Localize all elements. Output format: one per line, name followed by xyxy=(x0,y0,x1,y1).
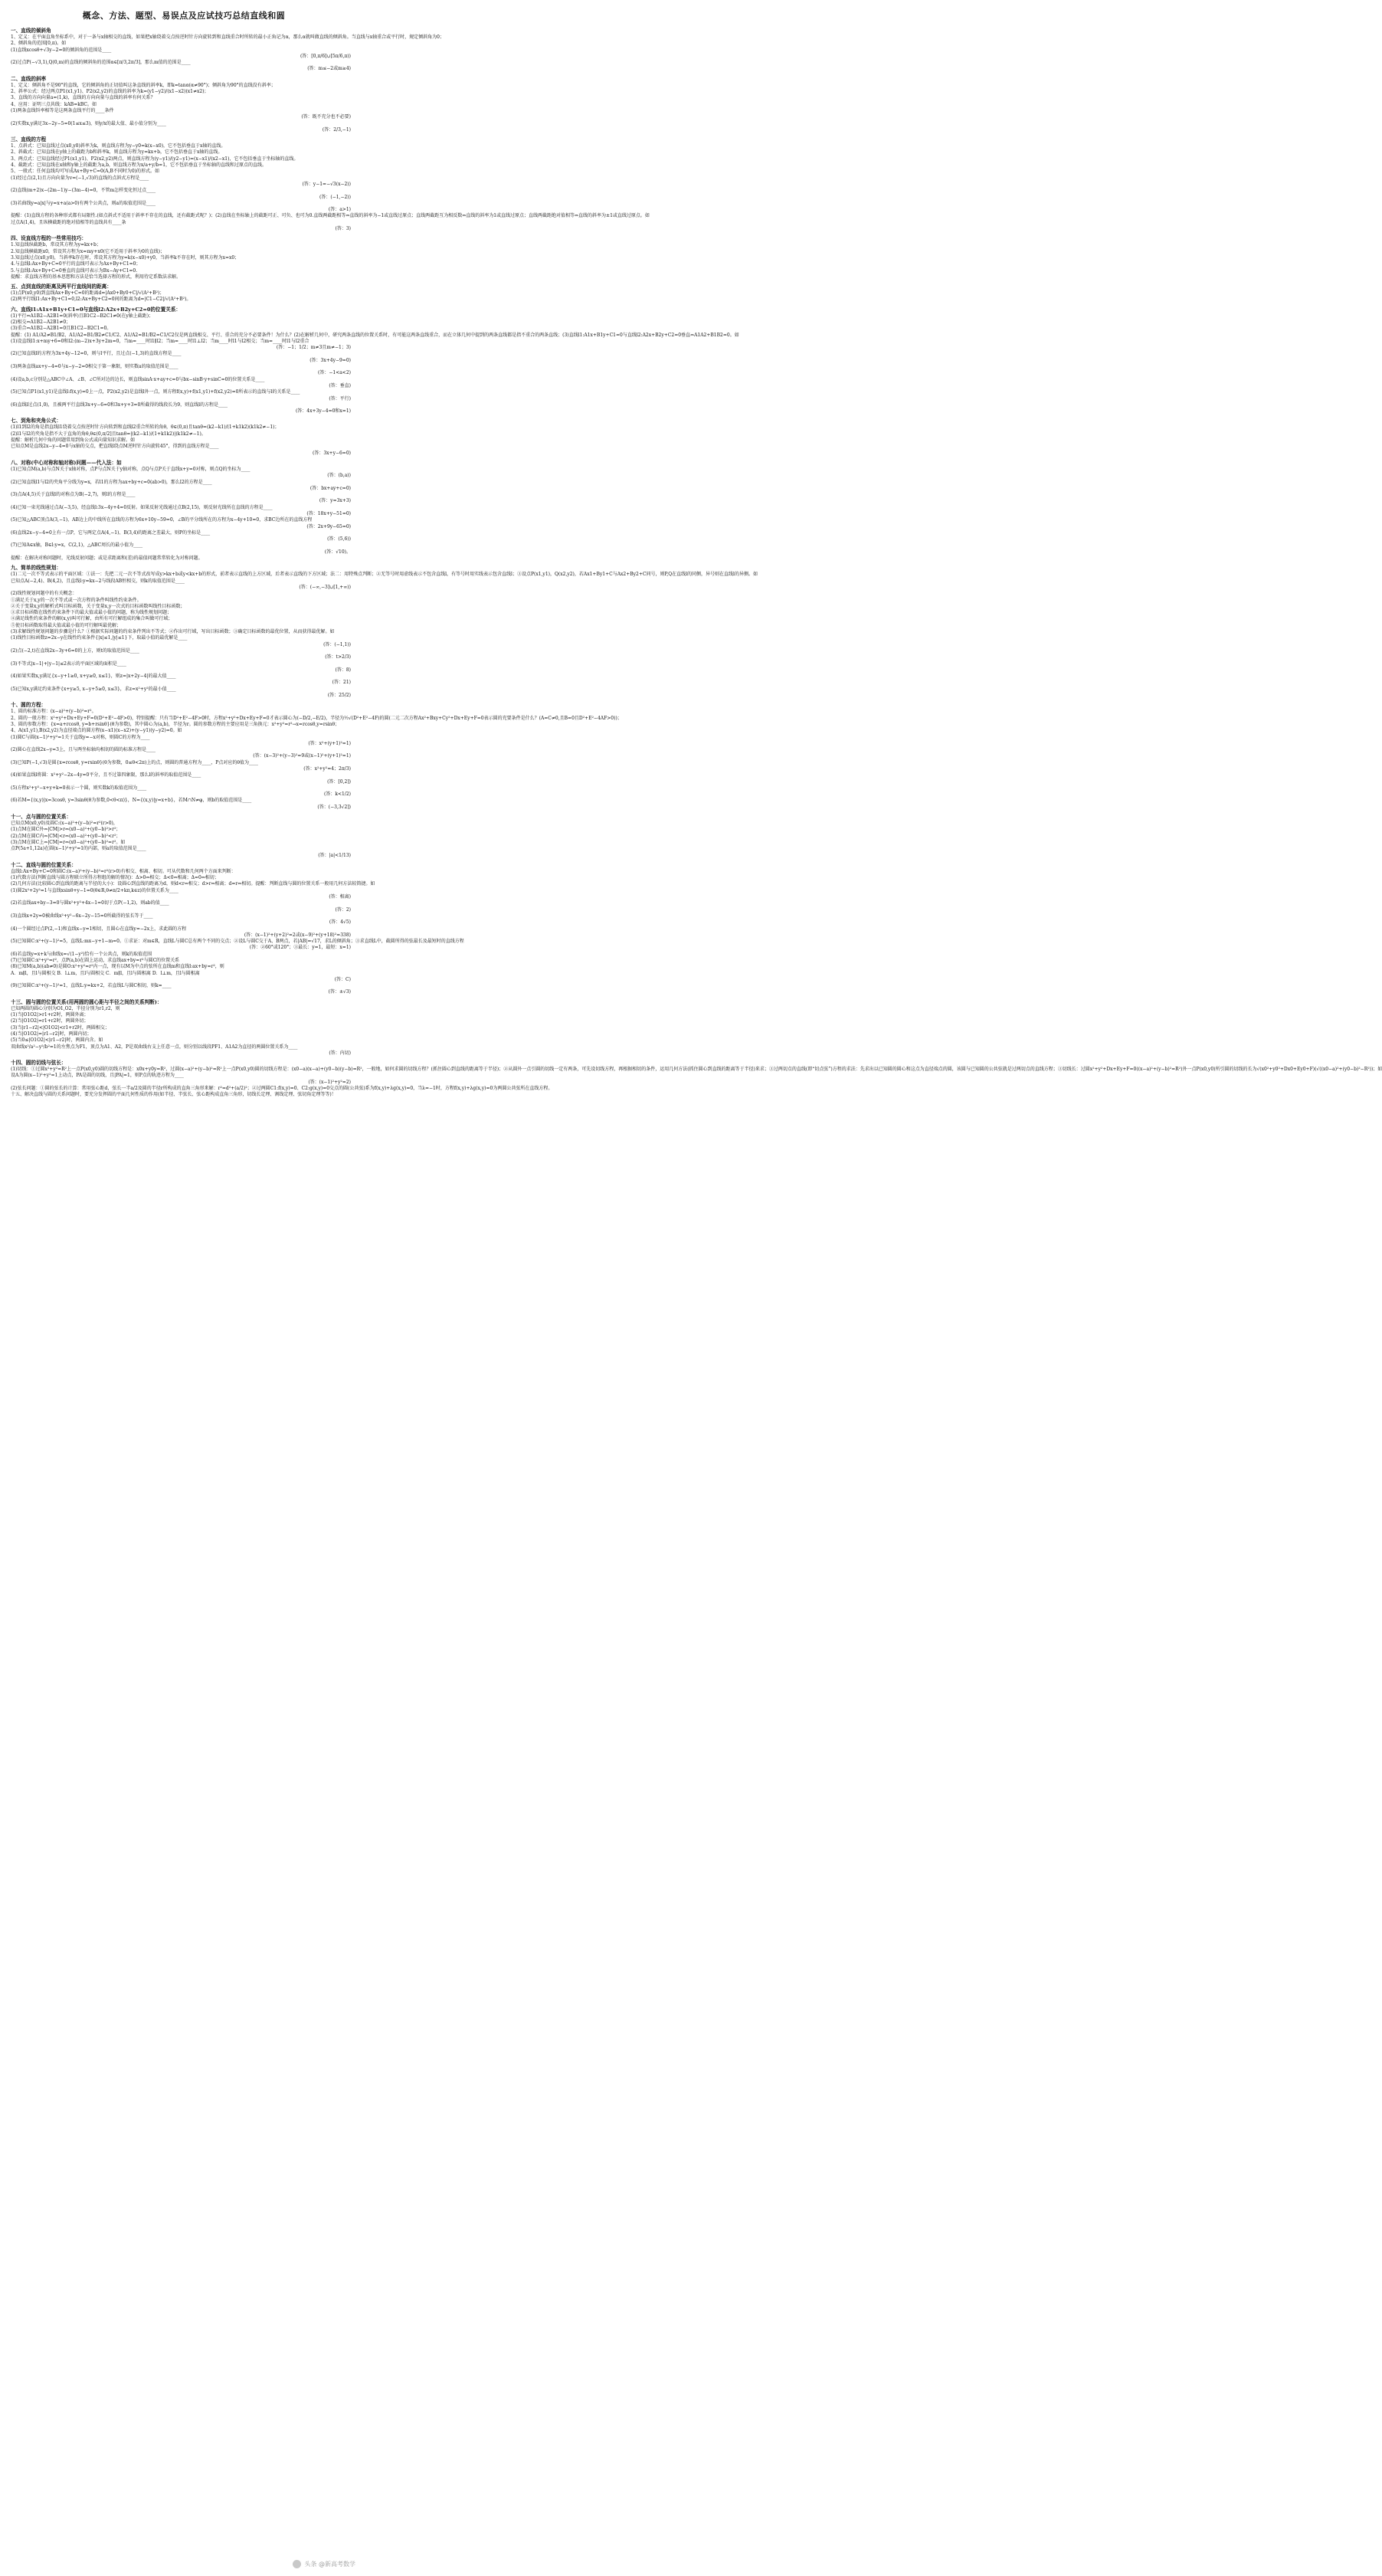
answer-line: (答：(−3,3√2]) xyxy=(317,804,351,810)
text-line: (3)点M在圆C上⇔|CM|=r⇔(x0−a)²+(y0−b)²=r²。如 xyxy=(11,839,126,845)
answer-line: (答：[0,π/6]∪[5π/6,π)) xyxy=(300,53,351,59)
text-line: (2)两平行线l1:Ax+By+C1=0,l2:Ax+By+C2=0间的距离为d=|C1−C2|/√(A²+B²)。 xyxy=(11,297,192,303)
text-line: (4)当|O1O2|=|r1−r2|时，两圆内切； xyxy=(11,1031,92,1037)
text-line: 提醒：解析几何中角的问题常用到角公式或向量知识求解。如 xyxy=(11,438,136,444)
answer-line: (答：bx+ay+c=0) xyxy=(309,485,351,491)
text-line: 1.知直线纵截距b，常设其方程为y=kx+b； xyxy=(11,242,101,248)
section-heading: 十二、直线与圆的位置关系： xyxy=(11,861,77,868)
answer-line: (答：(x−1)²+y²=2) xyxy=(308,1079,351,1085)
text-line: 1、点斜式：已知直线过点(x0,y0)斜率为k，则直线方程为y−y0=k(x−x0)，它不包括垂直于x轴的直线。 xyxy=(11,143,226,149)
section-10 xyxy=(11,702,622,811)
text-line: ⑤使目标函数取得最大值或最小值的可行解叫最优解； xyxy=(11,622,122,628)
text-line: (2)已知直线l的方程为3x+4y−12=0，则与l平行，且过点(−1,3)的直线方程是____ xyxy=(11,351,182,357)
section-12 xyxy=(11,861,464,996)
answer-line: (答：2x+9y−65=0) xyxy=(306,523,351,529)
section-heading: 八、对称(中心对称和轴对称)问题——代入法：如 xyxy=(11,459,122,466)
section-3 xyxy=(11,136,650,232)
text-line: (1)点P(x0,y0)到直线Ax+By+C=0的距离d=|Ax0+By0+C|/√(A²+B²)； xyxy=(11,290,165,297)
answer-line: (答：(5,6)) xyxy=(327,536,351,542)
text-line: (5)已知点P1(x1,y1)是直线l:f(x,y)=0上一点，P2(x2,y2)是直线l外一点，则方程f(x,y)+f(x1,y1)+f(x2,y2)=0所表示的直线与l的关系是____ xyxy=(11,389,300,395)
text-line: (1)二元一次不等式表示的平面区域：①法一：先把二元一次不等式改写成y>kx+b或y<kx+b的形式，前者表示直线的上方区域，后者表示直线的下方区域；法二：用特殊点判断；②无等号时用虚线表示不包含直线l，有等号时用实线表示包含直线l；③设点P(x1,y1)，Q(x2,y2)，若Ax1+By1+C与Ax2+By2+C同号，则P,Q在直线l的同侧，异号则在直线l的异侧。如 xyxy=(11,572,758,578)
text-line: 已知点M(x0,y0)及圆C:(x−a)²+(y−b)²=r²(r>0)， xyxy=(11,821,118,827)
text-line: (1)切线：①过圆x²+y²=R²上一点P(x0,y0)圆的切线方程是：x0x+y0y=R²，过圆(x−a)²+(y−b)²=R²上一点P(x0,y0)圆的切线方程是：(x0−a)(x−a)+(y0−b)(y−b)=R²，一般地，如何求圆的切线方程？(抓住圆心到直线的距离等于半径)；②从圆外一点引圆的切线一定有两条，可先设切线方程，再根据相切的条件，运用几何方法(抓住圆心到直线的距离等于半径)来求；③过两切点的直线(即“切点弦”)方程的求法：先求出以已知圆的圆心和这点为直径端点的圆，该圆与已知圆的公共弦就是过两切点的直线方程；③切线长：过圆x²+y²+Dx+Ey+F=0((x−a)²+(y−b)²=R²)外一点P(x0,y0)所引圆的切线的长为√(x0²+y0²+Dx0+Ey0+F)(√((x0−a)²+(y0−b)²−R²))；如 xyxy=(11,1067,1382,1073)
text-line: 2.知直线横截距x0，常设其方程为x=my+x0(它不适用于斜率为0的直线)； xyxy=(11,248,165,254)
answer-line: (答：x²+y²=4；2π/3) xyxy=(303,765,351,772)
section-11 xyxy=(11,814,357,859)
text-line: (2)线性规划问题中的有关概念： xyxy=(11,591,77,597)
text-line: 提醒：在解决对称问题时，光线反射问题；或是求距离和(差)的最值问题常常转化为对称问题。 xyxy=(11,556,203,562)
answer-line: (答：18x+y−51=0) xyxy=(306,511,351,516)
text-line: 直线l:Ax+By+C=0和圆C:(x−a)²+(y−b)²=r²(r>0)有相交、相离、相切。可从代数和几何两个方面来判断： xyxy=(11,868,236,874)
text-line: (6)若直线y=x+k与曲线x=√(1−y²)恰有一个公共点，则k的取值范围 xyxy=(11,951,152,957)
section-9 xyxy=(11,565,758,699)
answer-line: (答：3x+4y−9=0) xyxy=(309,357,351,363)
answer-line: (答：x²+(y+1)²=1) xyxy=(308,740,351,746)
text-line: 点P(5a+1,12a)在圆(x−1)²+y²=1的内部，则a的取值范围是____ xyxy=(11,846,146,852)
answer-line: (答：a>1) xyxy=(328,207,351,213)
section-heading: 十、圆的方程： xyxy=(11,702,47,709)
text-line: 提醒：(1)直线方程的各种形式都有局限性.(如点斜式不适用于斜率不存在的直线，还有截距式呢？)；(2)直线在坐标轴上的截距可正、可负、也可为0.直线两截距相等⇔直线的斜率为−1或直线过原点；直线两截距互为相反数⇔直线的斜率为1或直线过原点；直线两截距绝对值相等⇔直线的斜率为±1或直线过原点。如 xyxy=(11,213,650,219)
text-line: ①满足关于x,y的一次不等式或一次方程的条件叫线性约束条件。 xyxy=(11,597,142,603)
text-line: (8)已知M(a,b)(ab≠0)是圆O:x²+y²=r²内一点，现有以M为中点的弦所在直线m和直线l:ax+by=r²，则 xyxy=(11,964,224,970)
answer-line: (答：3) xyxy=(335,226,351,232)
text-line: 3、两点式：已知直线经过P1(x1,y1)、P2(x2,y2)两点，则直线方程为(y−y1)/(y2−y1)=(x−x1)/(x2−x1)，它不包括垂直于坐标轴的直线。 xyxy=(11,156,299,162)
answer-line: (答：−1；1/2；m≠3且m≠−1；3) xyxy=(276,345,351,351)
document-title: 概念、方法、题型、易误点及应试技巧总结直线和圆 xyxy=(82,11,286,21)
text-line: (7)已知圆C:x²+y²=r²，点P(a,b)在圆上运动，求直线ax+by=r²与圆C的位置关系 xyxy=(11,958,180,963)
text-line: (1)经过点(2,1)且方向向量为v=(−1,√3)的直线的点斜式方程是____ xyxy=(11,175,149,181)
section-7 xyxy=(11,418,357,456)
text-line: (5)已知圆C:x²+(y−1)²=5，直线L:mx−y+1−m=0。①求证：对m∈R，直线L与圆C总有两个不同的交点；②设L与圆C交于A、B两点，若|AB|=√17，求L的倾斜角；③求直线L中，截圆所得的弦最长及最短时的直线方程 xyxy=(11,939,464,945)
text-line: 3、圆的参数方程：{x=a+rcosθ, y=b+rsinθ}(θ为参数)，其中圆心为(a,b)，半径为r。圆的参数方程的主要应用是三角换元：x²+y²=r²→x=rcosθ,y=rsinθ； xyxy=(11,721,340,727)
answer-line: (答：|a|<1/13) xyxy=(318,852,351,858)
watermark xyxy=(293,2560,355,2568)
text-line: (9)已知圆C:x²+(y−1)²=1，直线L:y=kx+2，若直线L与圆C相切，则k=____ xyxy=(11,983,172,989)
text-line: (3)直线x+2y=0被曲线x²+y²−6x−2y−15=0所截得的弦长等于____ xyxy=(11,913,153,919)
text-line: (5)方程x²+y²−x+y+k=0表示一个圆，则实数k的取值范围为____ xyxy=(11,785,147,791)
text-line: (3)已知P(−1,√3)是圆{x=rcosθ, y=rsinθ}(θ为参数，0≤θ<2π)上的点，则圆的普通方程为____，P点对应的θ值为____ xyxy=(11,759,258,765)
text-line: (2)若直线ax+by−3=0与圆x²+y²+4x−1=0切于点P(−1,2)，则ab的值____ xyxy=(11,900,169,906)
text-line: 5、一般式：任何直线均可写成Ax+By+C=0(A,B不同时为0)的形式。如 xyxy=(11,169,159,175)
section-5 xyxy=(11,283,357,303)
text-line: 3.知直线过点(x0,y0)，当斜率k存在时，常设其方程为y=k(x−x0)+y0，当斜率k不存在时，则其方程为x=x0； xyxy=(11,254,240,261)
text-line: (5)已知x,y满足约束条件{x+y≥5, x−y+5≥0, x≤3}，求z=x²+y²的最小值____ xyxy=(11,686,176,692)
text-line: (4)一个圆经过点P(2,−1)和直线x−y=1相切，且圆心在直线y=−2x上，求此圆的方程 xyxy=(11,926,187,932)
answer-line: (答：(−∞,−3]∪[1,+∞)) xyxy=(299,584,351,590)
text-line: 已知两圆的圆心分别为O1,O2，半径分别为r1,r2，则 xyxy=(11,1005,120,1011)
section-heading: 七、到角和夹角公式： xyxy=(11,418,61,424)
text-line: ④满足线性约束条件的解(x,y)叫可行解，由所有可行解组成的集合叫做可行域； xyxy=(11,616,173,622)
answer-line: (答：(x−3)²+(y−3)²=9或(x−1)²+(y+1)²=1) xyxy=(253,753,351,759)
text-line: (6)直线2x−y−4=0上有一点P，它与两定点A(4,−1)、B(3,4)的距离之差最大，则P的坐标是____ xyxy=(11,529,211,536)
text-line: 1、圆的标准方程：(x−a)²+(y−b)²=r²。 xyxy=(11,709,97,715)
text-line: 双曲线x²/a²−y²/b²=1的左焦点为F1，顶点为A1、A2，P是双曲线右支上任意一点，则分别以线段PF1、A1A2为直径的两圆位置关系为____ xyxy=(11,1044,298,1050)
text-line: ②关于变量x,y的解析式叫目标函数，关于变量x,y一次式的目标函数叫线性目标函数； xyxy=(11,603,185,609)
text-line: 4.与直线l:Ax+By+C=0平行的直线可表示为Ax+By+C1=0； xyxy=(11,261,141,267)
text-line: 提醒：(1) A1/A2≠B1/B2、A1/A2=B1/B2≠C1/C2、A1/A2=B1/B2=C1/C2仅是两直线相交、平行、重合的充分不必要条件！为什么？(2)在解析几何中，研究两条直线的位置关系时，有可能这两条直线重合，而在立体几何中提到的两条直线都是指不重合的两条直线；(3)直线l1:A1x+B1y+C1=0与直线l2:A2x+B2y+C2=0垂直⇔A1A2+B1B2=0。如 xyxy=(11,332,739,338)
text-line: (4)如果实数x,y满足{x−y+1≥0, x+y≥0, x≤1}，则z=|x+2y−4|的最大值____ xyxy=(11,673,176,680)
section-6 xyxy=(11,306,739,415)
text-line: (1)圆2x²+2y²=1与直线xsinθ+y−1=0(θ∈R,θ≠π/2+kπ,k∈z)的位置关系为____ xyxy=(11,887,178,893)
section-heading: 二、直线的斜率 xyxy=(11,75,47,82)
text-line: 已知点M是直线2x−y−4=0与x轴的交点，把直线l绕点M逆时针方向旋转45°，得到的直线方程是____ xyxy=(11,444,219,450)
answer-line: (答：3x+y−6=0) xyxy=(313,450,351,456)
text-line: (2)点M在圆C内⇔|CM|<r⇔(x0−a)²+(y0−b)²<r²； xyxy=(11,833,121,839)
section-heading: 四、设直线方程的一些常用技巧： xyxy=(11,235,87,242)
section-heading: 九、简单的线性规划： xyxy=(11,565,61,572)
section-4 xyxy=(11,235,357,280)
text-line: (1)线性目标函数z=2x−y在线性约束条件{|x|≤1,|y|≤1}下，取最小值的最优解是____ xyxy=(11,635,188,641)
answer-line: (答：既不充分也不必要) xyxy=(301,114,351,120)
sections-container xyxy=(11,28,1382,1099)
text-line: 1、定义：在平面直角坐标系中，对于一条与x轴相交的直线，如果把x轴绕着交点按逆时针方向旋转到和直线重合时所转的最小正角记为α，那么α就叫做直线的倾斜角。当直线与x轴重合或平行时，规定倾斜角为0； xyxy=(11,34,444,40)
text-line: 设A为圆(x−1)²+y²=1上动点，PA是圆的切线，且|PA|=1，则P点的轨迹方程为____ xyxy=(11,1073,184,1079)
text-line: (2)弦长问题：①圆的弦长的计算：常用弦心距d，弦长一半a/2及圆的半径r所构成的直角三角形来解：r²=d²+(a/2)²；②过两圆C1:f(x,y)=0、C2:g(x,y)=0交点的圆(公共弦)系为f(x,y)+λg(x,y)=0，当λ=−1时，方程f(x,y)+λg(x,y)=0为两圆公共弦所在直线方程。 xyxy=(11,1086,553,1092)
text-line: (5)当0≤|O1O2|<|r1−r2|时，两圆内含。如 xyxy=(11,1037,103,1044)
answer-line: (答：相离) xyxy=(329,894,351,900)
text-line: (3)当|r1−r2|<|O1O2|<r1+r2时，两圆相交； xyxy=(11,1024,110,1031)
answer-line: (答：②60°或120°；③最长：y=1，最短：x=1) xyxy=(249,945,351,951)
text-line: 已知点A(−2,4)、B(4,2)，且直线l:y=kx−2与线段AB恒相交，则k的取值范围是____ xyxy=(11,578,185,584)
section-1 xyxy=(11,28,444,73)
answer-line: (答：21) xyxy=(332,680,351,686)
section-13 xyxy=(11,999,357,1057)
answer-line: (答：y−1=−√3(x−2)) xyxy=(302,181,351,187)
text-line: 十五、解决直线与圆的关系问题时，要充分发挥圆的平面几何性质的作用(如半径、半弦长、弦心距构成直角三角形，切线长定理、割线定理、弦切角定理等等)！ xyxy=(11,1092,336,1098)
answer-line: (答：2/3,−1) xyxy=(322,126,351,133)
text-line: (1)圆C与圆(x−1)²+y²=1关于直线y=−x对称，则圆C的方程为____ xyxy=(11,734,150,740)
section-heading: 十三、圆与圆的位置关系(用两圆的圆心距与半径之间的关系判断)： xyxy=(11,998,162,1005)
answer-line: (答：[0,2]) xyxy=(327,778,351,785)
text-line: A．m∥l，且l与圆相交 B．l⊥m，且l与圆相交 C．m∥l，且l与圆相离 D．l⊥m，且l与圆相离 xyxy=(11,970,200,976)
answer-line: (答：C) xyxy=(334,976,351,982)
text-line: (3)不等式|x−1|+|y−1|≤2表示的平面区域的面积是____ xyxy=(11,660,126,667)
answer-line: (答：8) xyxy=(335,667,351,673)
text-line: (2)相交⇔A1B2−A2B1≠0； xyxy=(11,319,71,325)
answer-line: (答：m≤−2或m≥4) xyxy=(307,66,351,72)
text-line: 4、截距式：已知直线在x轴和y轴上的截距为a,b，则直线方程为x/a+y/b=1，它不包括垂直于坐标轴的直线和过原点的直线。 xyxy=(11,162,267,169)
text-line: (4)已知一束光线通过点A(−3,5)，经直线l:3x−4y+4=0反射。如果反射光线通过点B(2,15)，则反射光线所在直线的方程是____ xyxy=(11,504,273,510)
text-line: (2)直线(m+2)x−(2m−1)y−(3m−4)=0，不管m怎样变化恒过点____ xyxy=(11,188,156,194)
text-line: 4、A(x1,y1),B(x2,y2)为直径端点的圆方程(x−x1)(x−x2)+(y−y1)(y−y2)=0。如 xyxy=(11,728,182,734)
text-line: (1)点M在圆C外⇔|CM|>r⇔(x0−a)²+(y0−b)²>r²； xyxy=(11,827,121,833)
text-line: (2)当|O1O2|=r1+r2时，两圆外切； xyxy=(11,1018,89,1024)
text-line: 5.与直线l:Ax+By+C=0垂直的直线可表示为Bx−Ay+C1=0. xyxy=(11,267,138,274)
section-heading: 十一、点与圆的位置关系： xyxy=(11,814,72,821)
text-line: (1)l1到l2的角是指直线l1绕着交点按逆时针方向转到和直线l2重合所转的角θ，θ∈(0,π)且tanθ=(k2−k1)/(1+k1k2)(k1k2≠−1)； xyxy=(11,424,280,431)
text-line: ③求目标函数在线性约束条件下的最大值或最小值的问题，称为线性规划问题； xyxy=(11,610,172,616)
text-line: (6)若M={(x,y)|x=3cosθ, y=3sinθ(θ为参数,0<θ<π)}，N={(x,y)|y=x+b}，若M∩N≠φ，则b的取值范围是____ xyxy=(11,798,252,804)
text-line: 过点A(1,4)，且纵横截距的绝对值相等的直线共有____条 xyxy=(11,219,126,225)
text-line: (4)如果直线l将圆：x²+y²−2x−4y=0平分，且不过第四象限，那么l的斜率的取值范围是____ xyxy=(11,772,201,778)
text-line: (2)实数x,y满足3x−2y−5=0(1≤x≤3)，则y/x的最大值、最小值分别为____ xyxy=(11,120,166,126)
answer-line: (答：25/2) xyxy=(327,693,351,699)
text-line: (3)两条直线ax+y−4=0与x−y−2=0相交于第一象限，则实数a的取值范围是____ xyxy=(11,364,178,370)
answer-line: (答：4x+3y−4=0和x=1) xyxy=(295,408,351,415)
text-line: 2、斜率公式：经过两点P1(x1,y1)、P2(x2,y2)的直线的斜率为k=(y1−y2)/(x1−x2)(x1≠x2)； xyxy=(11,89,209,95)
section-heading: 十四、圆的切线与弦长： xyxy=(11,1060,67,1067)
text-line: (1)两条直线钭率相等是这两条直线平行的____条件 xyxy=(11,107,114,113)
answer-line: (答：k<1/2) xyxy=(323,791,351,798)
text-line: (2)点(−2,t)在直线2x−3y+6=0的上方，则t的取值范围是____ xyxy=(11,647,139,654)
section-8 xyxy=(11,460,357,562)
section-heading: 一、直线的倾斜角 xyxy=(11,28,51,34)
text-line: 1、定义：倾斜角不是90°的直线，它的倾斜角的正切值叫这条直线的斜率k，即k=tanα(α≠90°)；倾斜角为90°的直线没有斜率； xyxy=(11,82,276,88)
watermark-text: 头条 @新高考数学 xyxy=(304,2561,355,2568)
text-line: 3、直线的方向向量a=(1,k)，直线的方向向量与直线的斜率有何关系？ xyxy=(11,95,156,101)
answer-line: (答：−1<a<2) xyxy=(318,370,351,376)
section-heading: 五、点到直线的距离及两平行直线间的距离： xyxy=(11,283,112,290)
section-heading: 六、直线l1:A1x+B1y+C1=0与直线l2:A2x+B2y+C2=0的位置关系： xyxy=(11,306,182,313)
text-line: (2)圆心在直线2x−y=3上，且与两坐标轴均相切的圆的标准方程是____ xyxy=(11,747,156,753)
text-line: (2)几何方法(比较圆心到直线的距离与半径的大小)：设圆心到直线的距离为d，则d<r⇔相交；d>r⇔相离；d=r⇔相切。提醒：判断直线与圆的位置关系一般用几何方法较简捷。如 xyxy=(11,881,375,887)
section-14 xyxy=(11,1060,1382,1098)
text-line: (2)已知直线l1与l2的夹角平分线为y=x，若l1的方程为ax+by+c=0(ab>0)，那么l2的方程是____ xyxy=(11,479,212,485)
answer-line: (答：平行) xyxy=(329,395,351,401)
text-line: (1)平行⇔A1B2−A2B1=0(斜率)且B1C2−B2C1≠0(在y轴上截距)； xyxy=(11,313,154,319)
answer-line: (答：y=3x+3) xyxy=(319,498,351,504)
text-line: (6)直线l过点(1,0)，且被两平行直线3x+y−6=0和3x+y+3=0所截得的线段长为9，则直线l的方程是____ xyxy=(11,401,228,408)
text-line: 2、圆的一般方程：x²+y²+Dx+Ey+F=0(D²+E²−4F>0)，特别提醒：只有当D²+E²−4F>0时，方程x²+y²+Dx+Ey+F=0才表示圆心为(−D/2,−E/2)，半径为½√(D²+E²−4F)的圆(二元二次方程Ax²+Bxy+Cy²+Dx+Ey+F=0表示圆的充要条件是什么？(A=C≠0,且B=0且D²+E²−4AF>0))； xyxy=(11,715,622,721)
answer-line: (答：(−1,1)) xyxy=(323,641,351,647)
text-line: 4、应用：证明三点共线：kAB=kBC。如 xyxy=(11,101,97,107)
answer-line: (答：√10)。 xyxy=(324,549,351,555)
answer-line: (答：±√3) xyxy=(328,989,351,995)
text-line: (4)设a,b,c分别是△ABC中∠A、∠B、∠C所对边的边长，则直线sinA·x+ay+c=0与bx−sinB·y+sinC=0的位置关系是____ xyxy=(11,376,265,382)
answer-line: (答：内切) xyxy=(329,1050,351,1056)
text-line: 提醒：求直线方程的基本思想和方法是恰当选择方程的形式，利用待定系数法求解。 xyxy=(11,274,182,280)
text-line: (3)点A(4,5)关于直线l的对称点为B(−2,7)，则l的方程是____ xyxy=(11,492,136,498)
text-line: 2、斜截式：已知直线在y轴上的截距为b和斜率k，则直线方程为y=kx+b，它不包括垂直于x轴的直线。 xyxy=(11,149,223,156)
answer-line: (答：(−1,−2)) xyxy=(319,194,351,200)
watermark-logo-icon xyxy=(293,2560,301,2568)
text-line: 2、倾斜角的范围[0,π)。如 xyxy=(11,41,67,47)
text-line: (1)代数方法(判断直线与圆方程联立所得方程组的解的情况)：Δ>0⇔相交；Δ<0⇔相离；Δ=0⇔相切； xyxy=(11,875,219,881)
text-line: (7)已知A∈x轴，B∈l:y=x，C(2,1)，△ABC周长的最小值为____ xyxy=(11,542,143,549)
answer-line: (答：2) xyxy=(335,906,351,913)
text-line: (2)过点P(−√3,1),Q(0,m)的直线的倾斜角的范围α∈[π/3,2π/3]，那么m值的范围是____ xyxy=(11,60,191,66)
section-heading: 三、直线的方程 xyxy=(11,136,47,143)
text-line: (3)重合⇔A1B2−A2B1=0且B1C2−B2C1=0。 xyxy=(11,326,112,332)
answer-line: (答：(b,a)) xyxy=(327,473,351,479)
answer-line: (答：4√5) xyxy=(329,919,351,926)
text-line: (3)若曲线y=a|x|与y=x+a(a>0)有两个公共点，则a的取值范围是____ xyxy=(11,200,156,206)
text-line: (1)直线xcosθ+√3y−2=0的倾斜角的范围是____ xyxy=(11,47,112,53)
text-line: (1)设直线l1:x+my+6=0和l2:(m−2)x+3y+2m=0，当m=____时l1∥l2；当m=____时l1⊥l2；当m____时l1与l2相交；当m=____时l1与l2重合 xyxy=(11,338,309,344)
text-line: (2)l1与l2的夹角是指不大于直角的角θ,θ∈(0,π/2]且tanθ=|(k2−k1)/(1+k1k2)|(k1k2≠−1)。 xyxy=(11,431,206,437)
text-line: (3)求解线性规划问题的步骤是什么？①根据实际问题的约束条件列出不等式；②作出可行域，写出目标函数；③确定目标函数的最优位置，从而获得最优解。如 xyxy=(11,629,335,635)
section-2 xyxy=(11,76,357,133)
answer-line: (答：(x−1)²+(y+2)²=2或(x−9)²+(y+18)²=338) xyxy=(244,932,351,938)
text-line: (5)已知△ABC顶点A(3,−1)，AB边上的中线所在直线的方程为6x+10y−59=0，∠B的平分线所在的方程为x−4y+10=0，求BC边所在的直线方程 xyxy=(11,517,313,523)
answer-line: (答：垂直) xyxy=(329,382,351,388)
answer-line: (答：t>2/3) xyxy=(325,654,351,660)
text-line: (1)已知点M(a,b)与点N关于x轴对称，点P与点N关于y轴对称，点Q与点P关于直线x+y=0对称，则点Q的坐标为____ xyxy=(11,466,251,472)
text-line: (1)当|O1O2|>r1+r2时，两圆外离； xyxy=(11,1012,89,1018)
